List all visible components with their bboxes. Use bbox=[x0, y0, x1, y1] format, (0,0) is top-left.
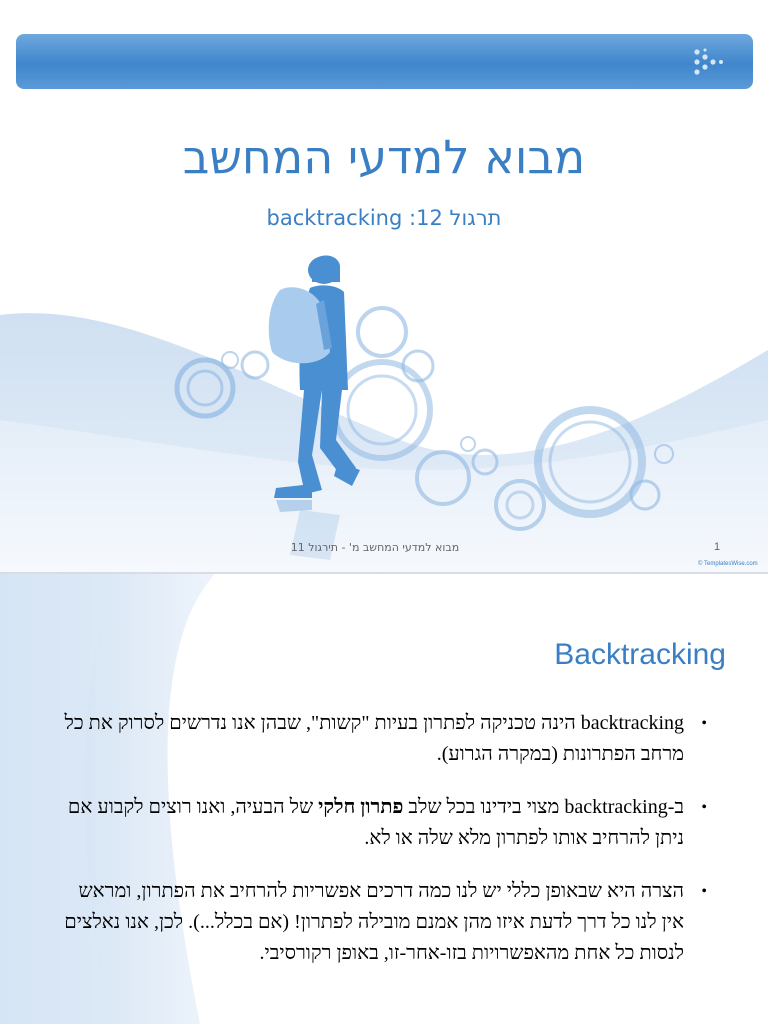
bullet-text: של הבעיה, ואנו רוצים לקבוע אם ניתן להרחיב אותו לפתרון מלא שלה או לא. bbox=[67, 796, 684, 849]
bullet-text: הצרה היא שבאופן כללי יש לנו כמה דרכים אפשריות להרחיב את הפתרון, ומראש אין לנו כל דרך לדעת איזו מהן אמנם מובילה לפתרון! (אם בכלל...). לכן, אנו נאלצים לנסות כל אחת מהאפשרויות בזו-אחר-זו, באופן רקורסיבי. bbox=[64, 880, 684, 964]
slide-footer: מבוא למדעי המחשב מ' - תירגול 11 bbox=[290, 541, 460, 554]
bullet-symbol: • bbox=[701, 799, 707, 816]
bullet-text: ב-backtracking מצוי בידינו בכל שלב bbox=[403, 796, 684, 818]
dots-logo-icon bbox=[693, 48, 727, 76]
slide-title: מבוא למדעי המחשב bbox=[182, 130, 586, 184]
bullet-list bbox=[60, 708, 710, 991]
bullet-symbol: • bbox=[701, 715, 707, 732]
page-number: 1 bbox=[714, 541, 721, 553]
bullet-text: backtracking הינה טכניקה לפתרון בעיות "קשות", שבהן אנו נדרשים לסרוק את כל מרחב הפתרונות (במקרה הגרוע). bbox=[64, 712, 684, 765]
bullet-symbol: • bbox=[701, 883, 707, 900]
top-banner bbox=[16, 34, 753, 89]
bullet-item bbox=[60, 876, 710, 969]
bullet-emphasis: פתרון חלקי bbox=[318, 796, 404, 818]
template-credit: © TemplatesWise.com bbox=[698, 561, 758, 567]
slide-title: Backtracking bbox=[554, 638, 726, 671]
slide-subtitle: תרגול 12: backtracking bbox=[266, 206, 502, 230]
bullet-item bbox=[60, 708, 710, 770]
bullet-item bbox=[60, 792, 710, 854]
content-slide bbox=[0, 574, 768, 1024]
